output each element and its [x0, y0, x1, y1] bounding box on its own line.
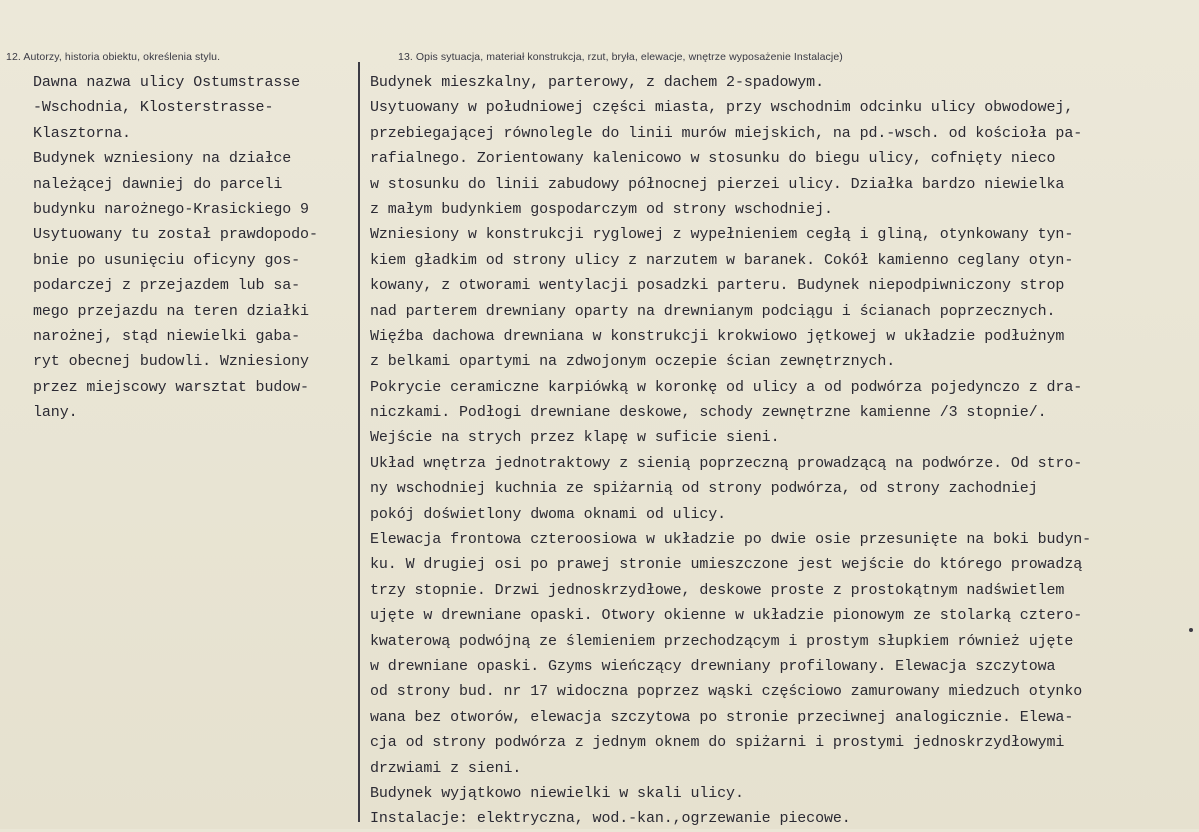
- right-line: Pokrycie ceramiczne karpiówką w koronkę od ulicy a od podwórza pojedynczo z dra-: [370, 378, 1083, 396]
- right-line: Budynek wyjątkowo niewielki w skali ulicy.: [370, 784, 744, 802]
- right-line: rafialnego. Zorientowany kalenicowo w stosunku do biegu ulicy, cofnięty nieco: [370, 150, 1056, 168]
- left-line: ryt obecnej budowli. Wzniesiony: [33, 353, 309, 371]
- right-line: w drewniane opaski. Gzyms wieńczący drewniany profilowany. Elewacja szczytowa: [370, 657, 1056, 675]
- right-line: trzy stopnie. Drzwi jednoskrzydłowe, deskowe proste z prostokątnym nadświetlem: [370, 581, 1065, 599]
- right-line: Elewacja frontowa czteroosiowa w układzie po dwie osie przesunięte na boki budyn-: [370, 531, 1092, 549]
- right-line: Więźba dachowa drewniana w konstrukcji krokwiowo jętkowej w układzie podłużnym: [370, 327, 1065, 345]
- right-line: kwaterową podwójną ze ślemieniem przechodzącym i prostym słupkiem również ujęte: [370, 632, 1074, 650]
- right-line: z małym budynkiem gospodarczym od strony wschodniej.: [370, 200, 833, 218]
- right-line: cja od strony podwórza z jednym oknem do spiżarni i prostymi jednoskrzydłowymi: [370, 734, 1065, 752]
- left-line: bnie po usunięciu oficyny gos-: [33, 251, 301, 269]
- right-line: od strony bud. nr 17 widoczna poprzez wąski częściowo zamurowany miedzuch otynko: [370, 683, 1083, 701]
- left-line: budynku narożnego-Krasickiego 9: [33, 200, 309, 218]
- left-line: Budynek wzniesiony na działce: [33, 150, 292, 168]
- left-line: lany.: [33, 404, 78, 422]
- left-line: należącej dawniej do parceli: [33, 175, 283, 193]
- right-line: Instalacje: elektryczna, wod.-kan.,ogrzewanie piecowe.: [370, 810, 851, 828]
- right-line: nad parterem drewniany oparty na drewnianym podciągu i ścianach poprzecznych.: [370, 302, 1056, 320]
- left-line: Dawna nazwa ulicy Ostumstrasse: [33, 74, 301, 91]
- right-line: Wejście na strych przez klapę w suficie sieni.: [370, 429, 780, 447]
- left-line: Usytuowany tu został prawdopodo-: [33, 226, 318, 244]
- section-13-header: 13. Opis sytuacja, materiał konstrukcja, rzut, bryła, elewacje, wnętrze wyposażenie Instalacje): [398, 51, 843, 63]
- right-line: ujęte w drewniane opaski. Otwory okienne w układzie pionowym ze stolarką cztero-: [370, 607, 1083, 625]
- right-line: Usytuowany w południowej części miasta, przy wschodnim odcinku ulicy obwodowej,: [370, 99, 1074, 117]
- right-line: Układ wnętrza jednotraktowy z sienią poprzeczną prowadzącą na podwórze. Od stro-: [370, 454, 1083, 472]
- left-line: -Wschodnia, Klosterstrasse-: [33, 99, 274, 117]
- right-line: kiem gładkim od strony ulicy z narzutem w baranek. Cokół kamienno ceglany otyn-: [370, 251, 1074, 269]
- authors-history-column: [33, 70, 353, 425]
- left-line: podarczej z przejazdem lub sa-: [33, 277, 301, 295]
- right-line: niczkami. Podłogi drewniane deskowe, schody zewnętrzne kamienne /3 stopnie/.: [370, 404, 1047, 422]
- right-line: Wzniesiony w konstrukcji ryglowej z wypełnieniem cegłą i gliną, otynkowany tyn-: [370, 226, 1074, 244]
- left-line: narożnej, stąd niewielki gaba-: [33, 327, 301, 345]
- margin-dot: [1189, 628, 1193, 632]
- right-line: wana bez otworów, elewacja szczytowa po stronie przeciwnej analogicznie. Elewa-: [370, 708, 1074, 726]
- right-line: przebiegającej równolegle do linii murów miejskich, na pd.-wsch. od kościoła pa-: [370, 124, 1083, 142]
- left-line: mego przejazdu na teren działki: [33, 302, 309, 320]
- right-line: pokój doświetlony dwoma oknami od ulicy.: [370, 505, 727, 523]
- right-line: ku. W drugiej osi po prawej stronie umieszczone jest wejście do którego prowadzą: [370, 556, 1083, 574]
- right-line: kowany, z otworami wentylacji posadzki parteru. Budynek niepodpiwniczony strop: [370, 277, 1065, 295]
- right-line: drzwiami z sieni.: [370, 759, 522, 777]
- left-line: przez miejscowy warsztat budow-: [33, 378, 309, 396]
- left-line: Klasztorna.: [33, 124, 131, 142]
- column-divider: [358, 62, 360, 822]
- section-12-header: 12. Autorzy, historia obiektu, określenia stylu.: [6, 51, 221, 63]
- right-line: Budynek mieszkalny, parterowy, z dachem 2-spadowym.: [370, 74, 824, 91]
- right-line: w stosunku do linii zabudowy północnej pierzei ulicy. Działka bardzo niewielka: [370, 175, 1065, 193]
- right-line: z belkami opartymi na zdwojonym oczepie ścian zewnętrznych.: [370, 353, 896, 371]
- description-column: [370, 70, 1195, 832]
- right-line: ny wschodniej kuchnia ze spiżarnią od strony podwórza, od strony zachodniej: [370, 480, 1038, 498]
